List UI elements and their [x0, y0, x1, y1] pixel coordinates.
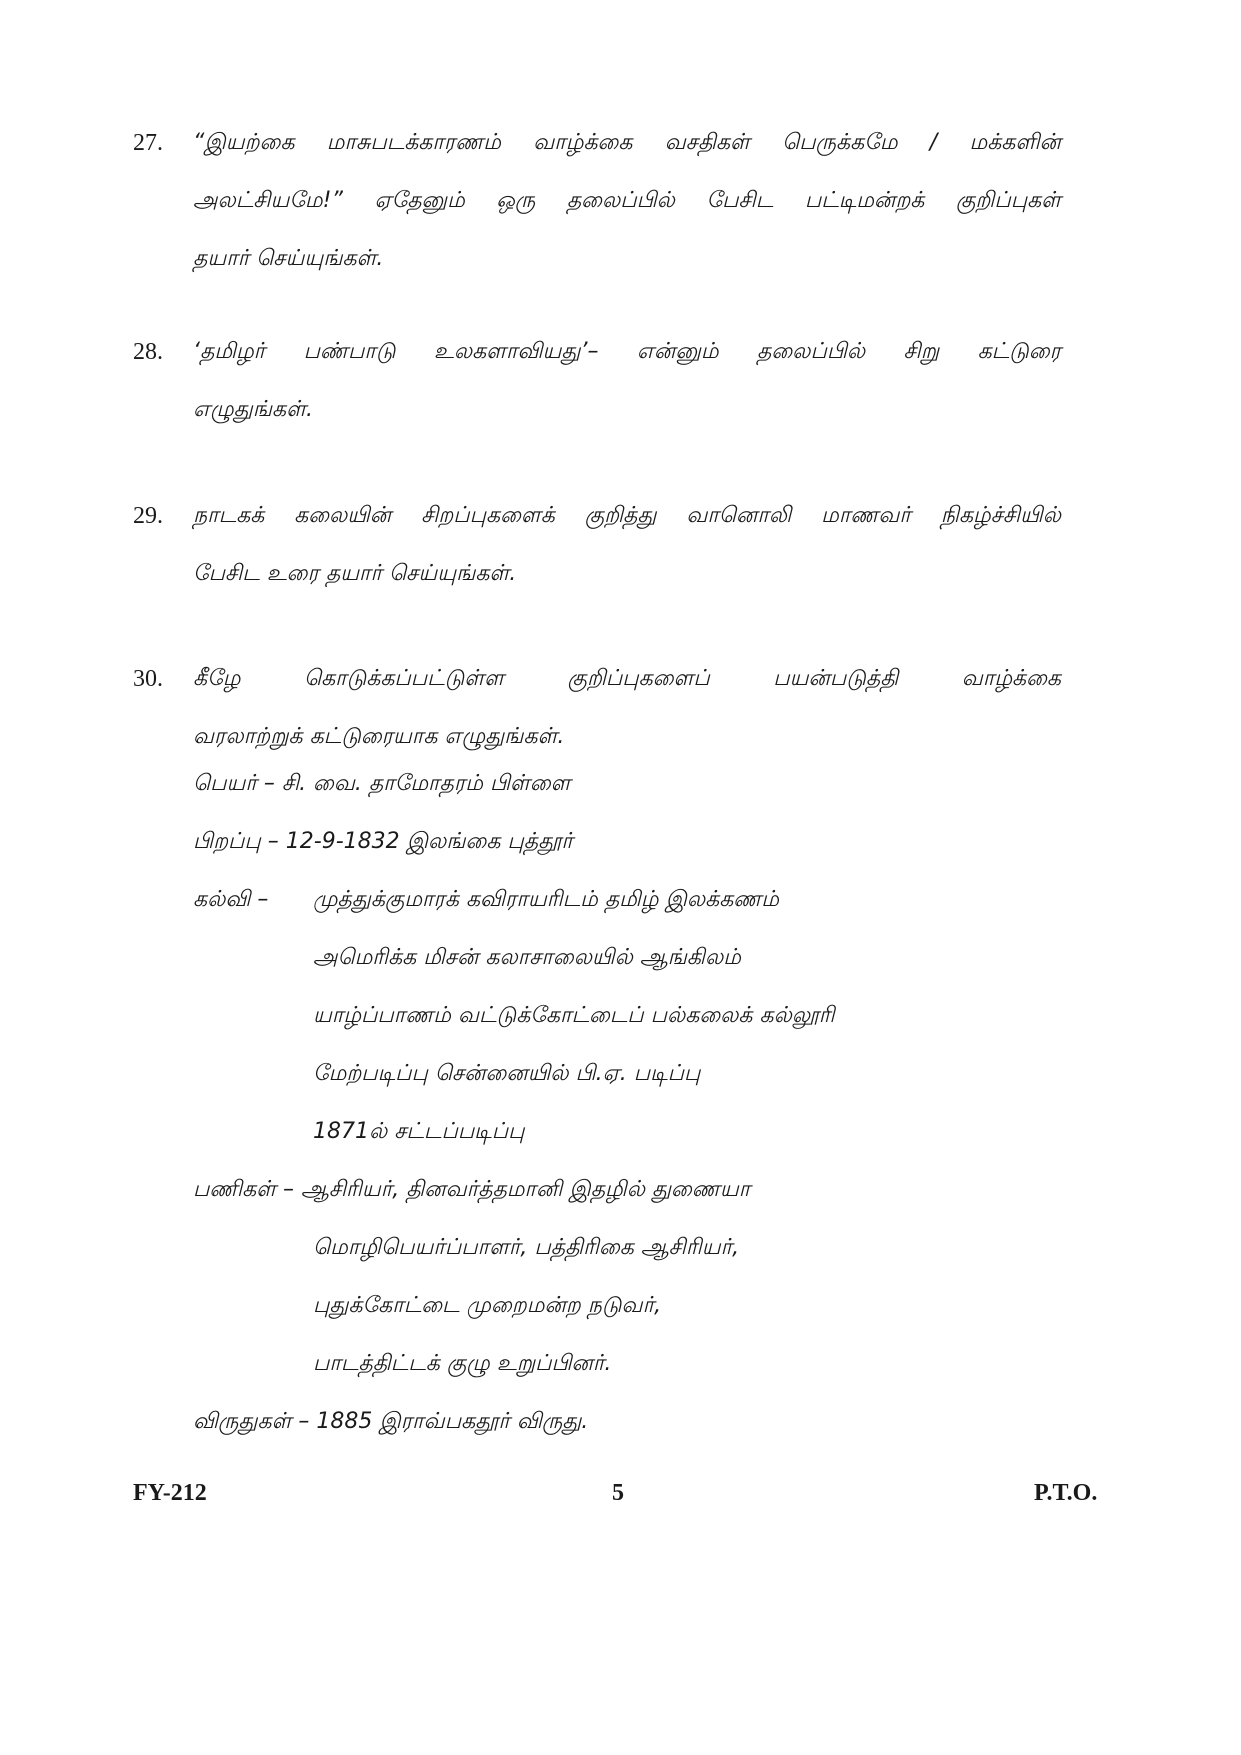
bio-education-item: மேற்படிப்பு சென்னையில் பி.ஏ. படிப்பு [313, 1061, 701, 1086]
bio-education-item: முத்துக்குமாரக் கவிராயரிடம் தமிழ் இலக்கணம் [313, 887, 780, 912]
question-text [193, 487, 1061, 603]
question-number: 30. [133, 666, 163, 692]
bio-education-item: யாழ்ப்பாணம் வட்டுக்கோட்டைப் பல்கலைக் கல்லூரி [313, 1003, 835, 1028]
footer-pto: P.T.O. [1034, 1480, 1098, 1506]
page-number: 5 [612, 1480, 624, 1506]
question-line: நாடகக் கலையின் சிறப்புகளைக் குறித்து வானொலி மாணவர் நிகழ்ச்சியில் [193, 503, 1061, 528]
bio-birth: பிறப்பு – 12-9-1832 இலங்கை புத்தூர் [193, 829, 573, 854]
bio-education-label: கல்வி – [193, 887, 269, 912]
bio-education-item: 1871ல் சட்டப்படிப்பு [313, 1119, 525, 1144]
question-line: ‘தமிழர் பண்பாடு உலகளாவியது’– என்னும் தலைப்பில் சிறு கட்டுரை [193, 339, 1061, 364]
bio-work-item: பாடத்திட்டக் குழு உறுப்பினர். [313, 1351, 612, 1376]
question-line: எழுதுங்கள். [193, 397, 313, 422]
bio-name: பெயர் – சி. வை. தாமோதரம் பிள்ளை [193, 771, 571, 796]
question-text [193, 323, 1061, 439]
bio-work-first: பணிகள் – ஆசிரியர், தினவர்த்தமானி இதழில் துணையா [193, 1177, 751, 1202]
question-text [193, 650, 1061, 766]
bio-awards: விருதுகள் – 1885 இராவ்பகதூர் விருது. [193, 1409, 589, 1434]
bio-work-item: மொழிபெயர்ப்பாளர், பத்திரிகை ஆசிரியர், [313, 1235, 740, 1260]
question-number: 28. [133, 339, 163, 365]
bio-work-item: புதுக்கோட்டை முறைமன்ற நடுவர், [313, 1293, 662, 1318]
question-text [193, 114, 1061, 288]
bio-education-item: அமெரிக்க மிசன் கலாசாலையில் ஆங்கிலம் [313, 945, 741, 970]
question-line: கீழே கொடுக்கப்பட்டுள்ள குறிப்புகளைப் பயன்படுத்தி வாழ்க்கை [193, 666, 1061, 691]
question-line: வரலாற்றுக் கட்டுரையாக எழுதுங்கள். [193, 724, 565, 749]
question-line: தயார் செய்யுங்கள். [193, 246, 384, 271]
footer-code: FY-212 [133, 1480, 207, 1506]
question-number: 27. [133, 130, 163, 156]
question-line: “இயற்கை மாசுபடக்காரணம் வாழ்க்கை வசதிகள் பெருக்கமே / மக்களின் [193, 130, 1061, 155]
question-line: பேசிட உரை தயார் செய்யுங்கள். [193, 561, 517, 586]
question-line: அலட்சியமே!” ஏதேனும் ஒரு தலைப்பில் பேசிட பட்டிமன்றக் குறிப்புகள் [193, 188, 1061, 213]
question-number: 29. [133, 503, 163, 529]
